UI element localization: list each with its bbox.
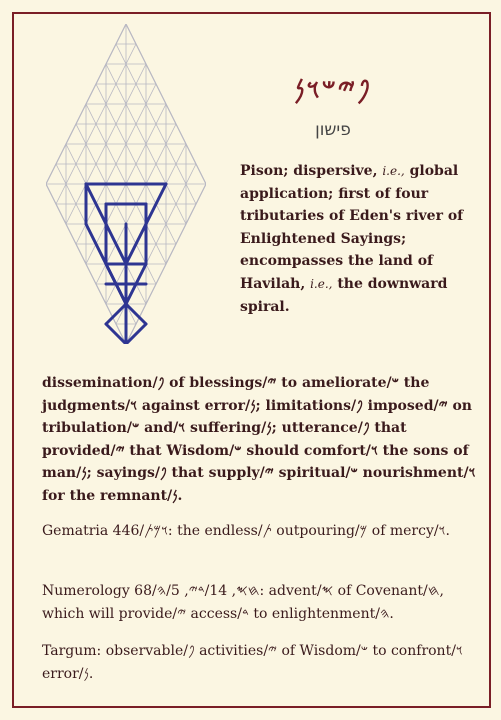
hebrew-title: פישון <box>315 120 351 140</box>
gematria-paragraph: Gematria 446/𐤅𐤌𐤕: the endless/𐤕 outpouring/𐤌 of mercy/𐤅. <box>42 523 450 539</box>
glyph-stroke <box>126 304 146 324</box>
ie-abbreviation-2: i.e., <box>310 276 333 291</box>
glyph-stroke <box>126 324 146 344</box>
numerology-paragraph: Numerology 68/𐤇𐤎, 14/𐤃𐤉, 5/𐤄: advent/𐤎 of Covenant/𐤇, which will provide/𐤉 access/𐤃 to enlightenment/𐤄. <box>42 583 444 622</box>
targum-paragraph: Targum: observable/𐤐 activities/𐤉 of Wisdom/𐤔 to confront/𐤅 error/𐤍. <box>42 643 463 682</box>
definition-part-3: the downward spiral. <box>240 275 448 315</box>
definition-part-1: Pison; dispersive, <box>240 163 383 179</box>
dissemination-paragraph: dissemination/𐤐 of blessings/𐤉 to ameliorate/𐤔 the judgments/𐤅 against error/𐤍; limitations/𐤐 imposed/𐤉 on tribulation/𐤔 and/𐤅 suffering/𐤍; utterance/𐤐 that provided/𐤉 that Wisdom/𐤔 should comfort/𐤅 the sons of man/𐤍; sayings/𐤐 that supply/𐤉 spiritual/𐤔 nourishment/𐤅 for the remnant/𐤍. <box>42 375 476 504</box>
definition-text <box>240 160 476 318</box>
paleo-hebrew-title: 𐤐𐤉𐤔𐤅𐤍 <box>294 74 372 105</box>
glyph-stroke <box>106 304 126 324</box>
definition-part-2: global application; first of four tributaries of Eden's river of Enlightened Sayings; encompasses the land of Havilah, <box>240 163 464 292</box>
ie-abbreviation-1: i.e., <box>382 164 405 178</box>
glyph-stroke <box>106 324 126 344</box>
diamond-grid-glyph-diagram-icon <box>46 24 206 344</box>
